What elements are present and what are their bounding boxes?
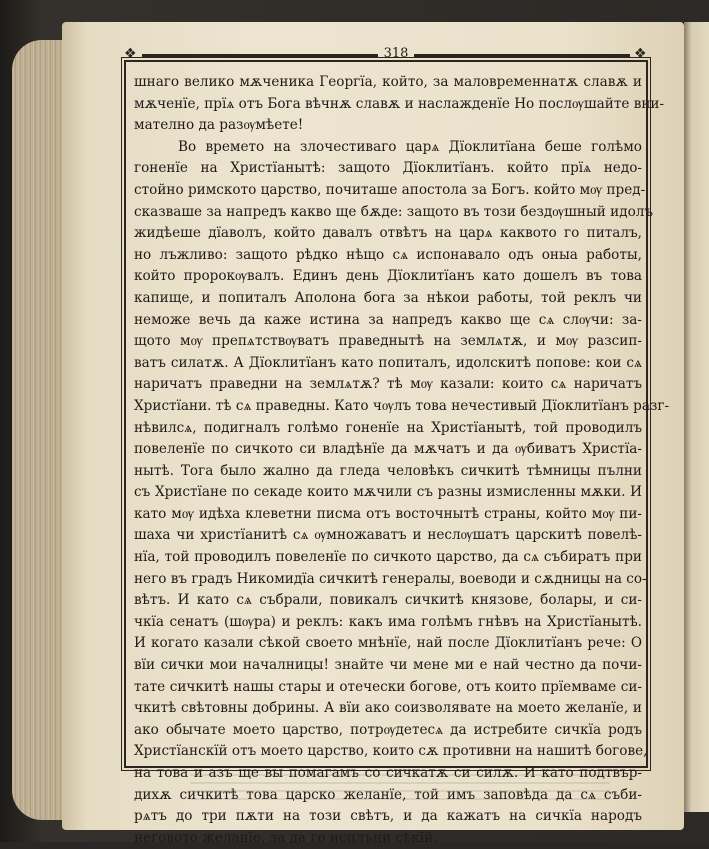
text-line: повеленїе по сичкото си владѣнїе да мѫчатъ и да ѹбиватъ Христїа- [134, 441, 642, 458]
text-line: който пророкѹвалъ. Единъ день Дїоклитїанъ като дошелъ въ това [134, 268, 642, 285]
text-line: нѣвилсѧ, подигналъ голѣмо гоненїе на Христїанытѣ, той проводилъ [134, 419, 642, 436]
text-line: нїа, той проводилъ повеленїе по сичкото царство, да сѧ събиратъ при [134, 549, 642, 566]
text-line: сказваше за напредъ какво ще бѫде: защото въ този бездѹшный идолъ [134, 203, 654, 220]
page-number: 318 [383, 46, 409, 61]
body-text [134, 72, 670, 849]
text-line: на това и азъ ще вы помагамъ со сичкатѫ си силѫ. И като подтвър- [134, 765, 642, 781]
text-line: щото мѹ препѧтствѹватъ праведнытѣ на землѧтѫ, и мѹ разсип- [134, 333, 642, 350]
text-line: рѧтъ до три пѫти на този свѣтъ, и да кажатъ на сичкїа народъ [134, 808, 642, 825]
text-line: Во времето на злочестиваго царѧ Дїоклитїана беше голѣмо [178, 138, 642, 155]
header-rule-right [414, 54, 630, 57]
text-line: като мѹ идѣха клеветни писма отъ восточнытѣ страны, който мѹ пи- [134, 505, 642, 522]
text-line: ватъ силатѫ. А Дїоклитїанъ като попиталъ, идолскитѣ попове: кои сѧ [134, 354, 642, 371]
text-line: И когато казали сѣкой своето мнѣнїе, най после Дїоклитїанъ рече: О [134, 635, 642, 652]
facing-page-edge [684, 22, 709, 812]
text-line: шнаго велико мѫченика Георгїа, който, за маловременнатѫ славѫ и [134, 74, 642, 90]
text-line: Христїанскїй отъ моето царство, които сѫ противни на нашитѣ богове, [134, 743, 648, 760]
text-line: стойно римското царство, почиташе апостола за Богъ. който мѹ пред- [134, 181, 646, 198]
text-line: вїи сички мои началницы! знайте чи мене ми е най честно да почи- [134, 657, 642, 674]
text-line: жидѣеше дїаволъ, който давалъ отвѣтъ на царѧ каквото го питалъ, [134, 225, 642, 242]
text-line: наричатъ праведни на землѧтѫ? тѣ мѹ казали: които сѧ наричатъ [134, 376, 642, 393]
text-line: него въ градъ Никомидїа сичкитѣ генералы, воеводи и сѫдницы на со- [134, 570, 647, 587]
text-line: мѫченїе, прїѧ отъ Бога вѣчнѫ славѫ и наслажденїе Но послѹшайте вни- [134, 95, 665, 112]
text-line: дихѫ сичкитѣ това царско желанїе, той имъ заповѣда да сѧ съби- [134, 786, 642, 803]
text-line: тате сичкитѣ нашы стары и отечески богове, отъ които прїемваме си- [134, 678, 642, 695]
text-line: чкїа сенатъ (шѹра) и реклъ: какъ има голѣмъ гнѣвъ на Христїанытѣ. [134, 613, 642, 630]
text-line: шаха чи христїанитѣ сѧ ѹмножаватъ и неслѹшатъ царскитѣ повелѣ- [134, 527, 642, 544]
text-line: вѣтъ. И като сѧ събрали, повикалъ сичкитѣ князове, болары, и си- [134, 592, 642, 609]
text-line: чкитѣ свѣтовны добрины. А вїи ако соизволявате на моето желанїе, и [134, 700, 642, 717]
ornament-right-icon: ❖ [634, 46, 647, 62]
bleed-through-text [190, 770, 610, 800]
ornament-left-icon: ❖ [124, 46, 137, 62]
text-line: съ Христїане по секаде които мѫчили съ разны измисленны мѫки. И [134, 484, 642, 501]
text-line: ако обычате моето царство, потрѹдетесѧ да истребите сичкїа родъ [134, 721, 642, 738]
text-line: нытѣ. Тога было жално да гледа человѣкъ сичкитѣ тѣмницы пълни [134, 462, 642, 479]
header-rule-left [142, 54, 378, 57]
text-line: неможе вечь да каже истина за напредъ какво ще сѧ слѹчи: за- [134, 311, 642, 328]
text-line: Христїани. тѣ сѧ праведны. Като чѹлъ това нечестивый Дїоклитїанъ разг- [134, 397, 670, 414]
text-line: капище, и попиталъ Аполона бога за нѣкои работы, той реклъ чи [134, 289, 642, 306]
text-line: мателно да разѹмѣете! [134, 117, 304, 134]
text-line: но лъжливо: защото рѣдко нѣщо сѧ испонавало одъ оныа работы, [134, 246, 642, 263]
text-line: гоненїе на Христїанытѣ: защото Дїоклитїанъ. който прїѧ недо- [134, 160, 642, 177]
text-line: неговото желанїе. за да го исплъни сѣкїй. [134, 829, 438, 846]
